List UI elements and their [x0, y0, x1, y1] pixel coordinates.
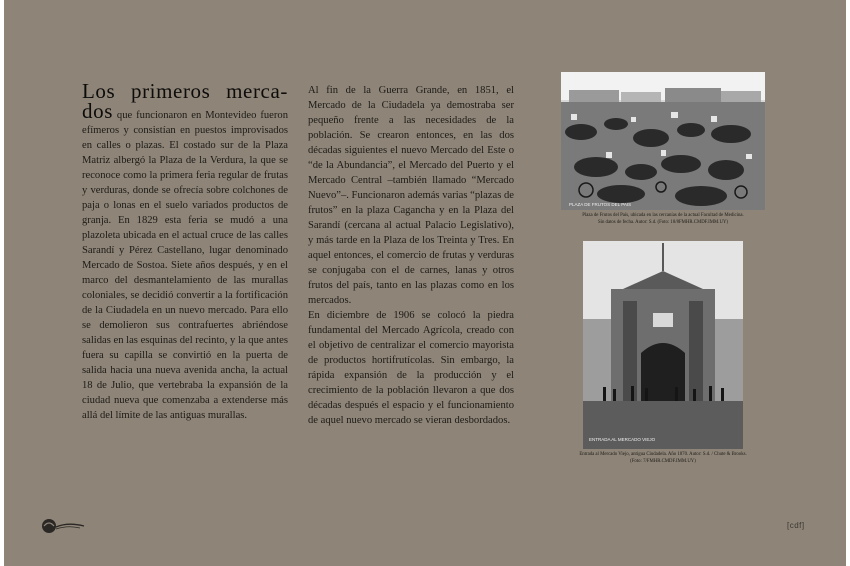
- market-square-photo: [561, 72, 765, 210]
- market-photo-plate: PLAZA DE FRUTOS DEL PAIS: [569, 202, 632, 207]
- article-intro-paragraph: [82, 79, 288, 423]
- article-column-1: [82, 79, 288, 423]
- ciudadela-gate-photo: [583, 241, 743, 449]
- article-heading: Los primeros merca-dos: [82, 79, 288, 123]
- article-paragraph-3: En diciembre de 1906 se colocó la piedra fundamental del Mercado Agrícola, creado con el objetivo de centralizar el comercio mayorista de productos hortifrutícolas. Sin embargo, la rápida expansión de la producción y el crecimiento de la población llevaron a que dos décadas después el espacio y el funcionamiento de aquel nuevo mercado se vieran desbordados.: [308, 310, 514, 426]
- article-intro-text: que funcionaron en Montevideo fueron efímeros y consistían en puestos improvisados en calles o plazas. El costado sur de la Plaza Matriz albergó la Plaza de la Verdura, la que se reconoce como la primera feria regular de frutas y verduras, donde se ofrecía sobre colchones de paja o lonas en el suelo variados productos de granja. En 1829 esta feria se mudó a una plazoleta ubicada en el actual cruce de las calles Sarandí y Pérez Castellano, lugar denominado Mercado de Sostoa. Siete años después, y en el marco del desmantelamiento de las murallas coloniales, se decidió convertir a la fortificación de la Ciudadela en un nuevo mercado. Para ello se demolieron sus contrafuertes abriéndose salidas en las esquinas del recinto, y la que antes fuera su capilla se convirtió en la puerta de salida hacia una nueva avenida ancha, la actual 18 de Julio, que vertebraba la expansión de la ciudad nueva que comenzaba a extenderse más allá del límite de las antiguas murallas.: [82, 110, 288, 421]
- gate-photo-plate: ENTRADA AL MERCADO VIEJO: [589, 437, 656, 442]
- market-caption-line-1: Plaza de Frutos del País, ubicada en las cercanías de la actual Facultad de Medicina.: [582, 213, 744, 218]
- publisher-logo: [40, 516, 86, 536]
- article-column-2: [308, 83, 514, 428]
- gate-caption-line-1: Entrada al Mercado Viejo, antigua Ciudadela. Año 1870. Autor: S.d. / Chute & Brooks.: [579, 452, 747, 457]
- gate-caption-line-2: (Foto: 7/FMHR.CMDF.IMM.UY): [630, 458, 696, 464]
- market-caption-line-2: Sin datos de fecha. Autor: S.d. (Foto: 18/8FMHR.CMDF.IMM.UY): [597, 219, 729, 225]
- footer-mark: [cdf]: [787, 521, 805, 530]
- ciudadela-gate-caption: [552, 452, 774, 465]
- article-paragraph-2: Al fin de la Guerra Grande, en 1851, el Mercado de la Ciudadela ya demostraba ser pequeño frente a las necesidades de la población. Se crearon entonces, en las dos décadas siguientes el nuevo Mercado del Este o “de la Abundancia”, el Mercado del Puerto y el Mercado Central –también llamado “Mercado Nuevo”–. Funcionaron además varias “plazas de frutos” en la plaza Cagancha y en la Plaza del Sarandí (cercana al actual Palacio Legislativo), y más tarde en la Plaza de los Treinta y Tres. En aquel entonces, el comercio de frutas y verduras se conjugaba con el de carnes, lanas y otros frutos del país, tanto en las plazas como en los mercados.: [308, 85, 514, 306]
- market-square-caption: [552, 213, 774, 226]
